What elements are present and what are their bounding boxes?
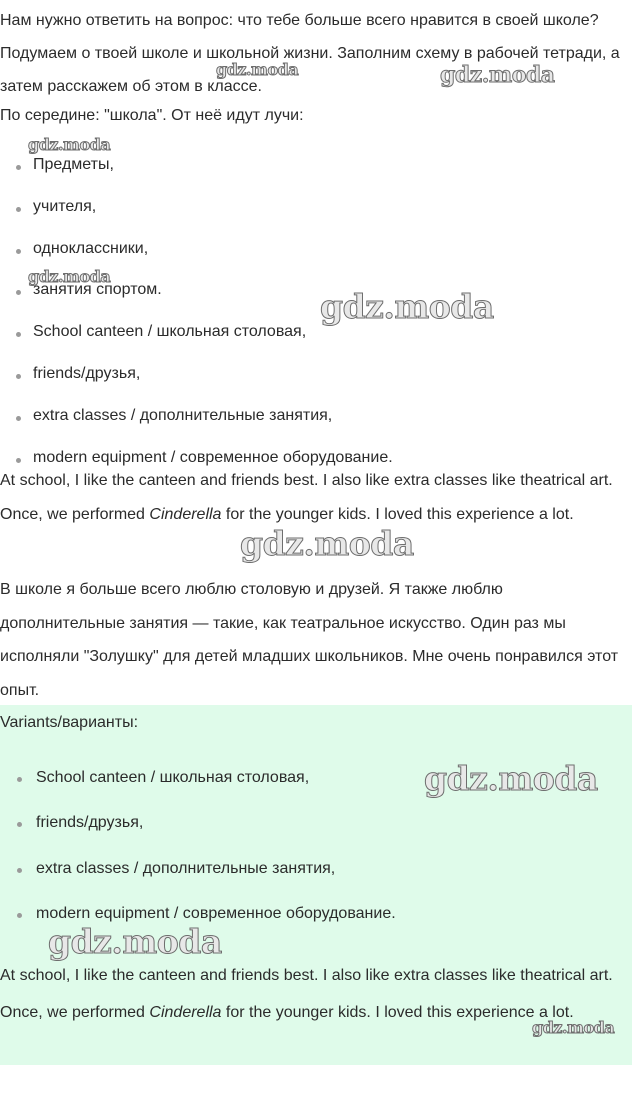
variants-paragraph (0, 958, 630, 1031)
paragraph-english (0, 464, 632, 531)
watermark: gdz.moda (424, 759, 598, 798)
list-item: friends/друзья, (0, 808, 396, 853)
list-item: учителя, (0, 192, 393, 234)
list-item: одноклассники, (0, 234, 393, 276)
list-item: modern equipment / современное оборудование. (0, 899, 396, 944)
list-item: School canteen / школьная столовая, (0, 763, 396, 808)
variants-box (0, 705, 632, 1065)
list-item: extra classes / дополнительные занятия, (0, 401, 393, 443)
watermark: gdz.moda (48, 922, 222, 961)
list-item: Предметы, (0, 150, 393, 192)
watermark: gdz.moda (240, 524, 414, 563)
book-title: Cinderella (149, 1003, 222, 1021)
intro-paragraph: Нам нужно ответить на вопрос: что тебе больше всего нравится в своей школе? Подумаем о твоей школе и школьной жизни. Заполним схему в рабочей тетради, а затем расскажем об этом в классе. (0, 12, 620, 95)
paragraph-russian: В школе я больше всего люблю столовую и друзей. Я также люблю дополнительные занятия — такие, как театральное искусство. Один раз мы исполняли "Золушку" для детей младших школьников. Мне очень понравился этот опыт. (0, 581, 619, 699)
paragraph-text: for the younger kids. I loved this experience a lot. (221, 505, 574, 523)
watermark: gdz.moda (532, 1018, 615, 1037)
watermark: gdz.moda (320, 287, 494, 326)
lead-line: По середине: "школа". От неё идут лучи: (0, 107, 304, 124)
list-item: School canteen / школьная столовая, (0, 317, 393, 359)
watermark: gdz.moda (440, 62, 555, 88)
variants-title: Variants/варианты: (0, 714, 139, 731)
paragraph-text: At school, I like the canteen and friends best. I also like extra classes like theatrical art. Once, we performed (0, 967, 613, 1021)
variants-list (0, 763, 396, 944)
list-item: modern equipment / современное оборудование. (0, 443, 393, 485)
watermark: gdz.moda (28, 135, 111, 154)
watermark: gdz.moda (28, 267, 111, 286)
paragraph-text: At school, I like the canteen and friends best. I also like extra classes like theatrical art. Once, we performed (0, 472, 613, 523)
school-items-list (0, 150, 393, 484)
list-item: friends/друзья, (0, 359, 393, 401)
book-title: Cinderella (149, 505, 222, 523)
paragraph-text: for the younger kids. I loved this experience a lot. (221, 1003, 574, 1021)
list-item: занятия спортом. (0, 275, 393, 317)
list-item: extra classes / дополнительные занятия, (0, 854, 396, 899)
watermark: gdz.moda (216, 60, 299, 79)
